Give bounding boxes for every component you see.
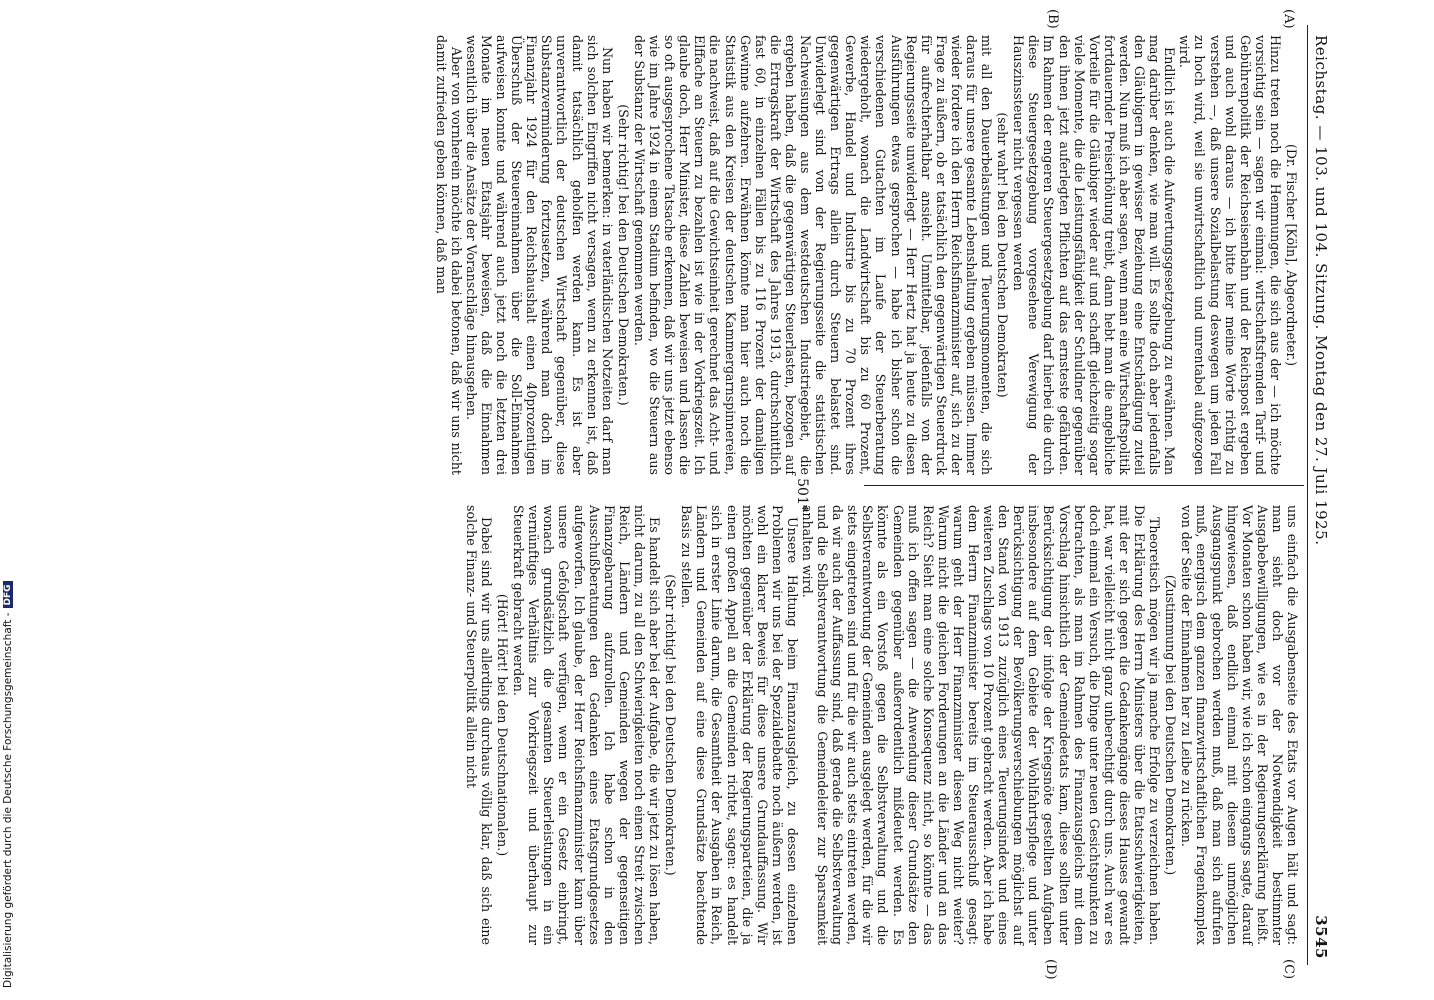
paragraph: Unsere Haltung beim Finanzausgleich, zu dessen einzelnen Problemen wir uns bei der Spezialdebatte noch äußern werden, ist wohl ein klarer Beweis für diese unsere Grundauffassung. Wir möchten gegenüber der Erklärung der Regierungsparteien, die ja einen großen Appell an die Gemeinden richtet, sagen: es handelt sich in erster Linie darum, die Gesamtheit der Ausgaben in Reich, Ländern und Gemeinden auf eine diese Grundsätze beachtende Basis zu stellen.	[679, 505, 800, 945]
header-title: Reichstag. — 103. und 104. Sitzung. Montag den 27. Juli 1925.	[1312, 35, 1330, 546]
credit-text: Digitalisierung gefördert durch die Deutsche Forschungsgemeinschaft -	[2, 612, 14, 988]
margin-letter-a: (A)	[1281, 9, 1296, 29]
document-page	[115, 9, 1330, 980]
page-header	[1307, 25, 1330, 965]
page-number: 3545	[1312, 915, 1330, 959]
interjection: (Zustimmung bei den Deutschen Demokraten.)	[1163, 574, 1179, 876]
margin-letter-c: (C)	[1281, 959, 1296, 980]
margin-letter-d: (D)	[1043, 959, 1058, 980]
paragraph: uns einfach die Ausgabenseite des Etats vor Augen hält und sagt: man sieht doch vor der Notwendigkeit bestimmter Ausgabebewilligungen, wie es in der Regierungserklärung heißt. Vor Monaten schon haben wir, wie ich schon eingangs sagte, darauf hingewiesen, daß endlich einmal mit diesem unmöglichen Ausgangspunkt gebrochen werden muß, daß man sich aufrufen muß, energisch dem ganzen finanzwirtschaftlichen Fragenkomplex von der Seite der Einnahmen her zu Leibe zu rücken.	[1179, 505, 1300, 945]
paragraph: Dabei sind wir uns allerdings durchaus völlig klar, daß sich eine solche Finanz- und Steuerpolitik allein nicht	[463, 505, 495, 945]
paragraph: Es handelt sich aber bei der Aufgabe, die wir jetzt zu lösen haben, nicht darum, zu all den Schwierigkeiten noch einen Streit zwischen Reich, Ländern und Gemeinden wegen der gegenseitigen Finanzgebarung aufzurollen. Ich habe schon in den Ausschußberatungen den Gedanken eines Etatsgrundgesetzes aufgeworfen. Ich glaube, der Herr Reichsfinanzminister kann über unsere Gefolgschaft verfügen, wenn er ein Gesetz einbringt, wonach grundsätzlich die gesamten Steuerleistungen in ein vernünftiges Verhältnis zur Vorkriegszeit und überhaupt zur Steuerkraft gebracht werden.	[511, 505, 663, 945]
dfg-logo: DFG	[3, 581, 13, 608]
paragraph: Nun haben wir bemerken: in vaterländischen Notzeiten darf man sich solchen Eingriffen nicht versagen, wenn zu erkennen ist, daß damit tatsächlich geholfen werden kann. Es ist aber unverantwortlich der deutschen Wirtschaft gegenüber, diese Substanzverminderung fortzusetzen, während man doch im Finanzjahr 1924 für den Reichshaushalt einen 40prozentigen Überschuß der Steuereinnahmen über die Soll-Einnahmen aufweisen konnte und während auch jetzt noch die letzten drei Monate im neuen Etatsjahr beweisen, daß die Einnahmen wesentlich über die Ansätze der Voranschläge hinausgehen.	[463, 35, 615, 475]
column-left	[434, 35, 1300, 475]
paragraph: Aber von vornherein möchte ich dabei betonen, daß wir uns nicht damit zufrieden geben können, daß man	[433, 35, 464, 475]
interjection: (Sehr richtig! bei den Deutschen Demokraten.)	[615, 104, 631, 406]
margin-letter-b: (B)	[1045, 9, 1060, 29]
speaker-line: (Dr. Fischer [Köln], Abgeordneter.)	[1284, 143, 1299, 367]
page-footer: 501*	[794, 478, 810, 512]
column-right	[464, 505, 1300, 945]
paragraph: Hinzu treten noch die Hemmungen, die sich aus der — ich möchte vorsichtig sein — sagen wir einmal: wirtschaftsfremden Tarif- und Gebührenpolitik der Reichseisenbahn und der Reichspost ergeben und auch wohl daraus — ich bitte hier meine Worte richtig zu verstehen —, daß unsere Sozialbelastung deswegen um jeden Fall zu hoch wird, weil sie unwirtschaftlich und unrentabel aufgezogen wird.	[1177, 35, 1283, 475]
column-divider	[864, 485, 1304, 486]
interjection: (Hört! Hört! bei den Deutschnationalen.)	[495, 593, 511, 857]
paragraph: Endlich ist auch die Aufwertungsgesetzgebung zu erwähnen. Man mag darüber denken, wie man will. Es sollte doch aber jedenfalls den Gläubigern in gewisser Beziehung eine Entschädigung zuteil werden. Nun muß ich aber sagen, wenn man eine Wirtschaftspolitik fortdauernder Preiserhöhung treibt, dann hebt man die angebliche Vorteile für die Gläubiger wieder auf und schafft gleichzeitig sogar viele Momente, die die Leistungsfähigkeit der Schuldner gegenüber den ihnen jetzt auferlegten Pflichten auf das ernsteste gefährden. Im Rahmen der engeren Steuergesetzgebung darf hierbei die durch diese Steuergesetzgebung vorgesehene Verewigung der Hauszinssteuer nicht vergessen werden	[1011, 35, 1178, 475]
digitization-credit	[0, 0, 16, 1000]
interjection: (sehr wahr! bei den Deutschen Demokraten)	[995, 112, 1011, 398]
paragraph: Theoretisch mögen wir ja manche Erfolge zu verzeichnen haben. Die Erklärung des Herrn Ministers über die Etatsschwierigkeiten, mit der er sich gegen die Gedankengänge dieses Hauses gewandt hat, war vielleicht nicht ganz unberechtigt durch uns. Auch war es doch einmal ein Versuch, die Dinge unter neuen Gesichtspunkten zu betrachten, als man im Rahmen des Finanzausgleichs mit dem Vorschlag hinsichtlich der Gemeindeetats kam, diese sollten unter Berücksichtigung der infolge der Kriegsnöte gestellten Aufgaben insbesondere auf dem Gebiete der Wohlfahrtspflege und unter Berücksichtigung der Bevölkerungsverschiebungen möglichst auf den Stand von 1913 zuzüglich eines Teuerungsindex und eines weiteren Zuschlags von 10 Prozent gebracht werden. Aber ich habe dem Herrn Finanzminister bereits im Steuerausschuß gesagt: warum geht der Herr Finanzminister diesen Weg nicht weiter? Warum nicht die gleichen Forderungen an die Länder und an das Reich? Sieht man eine solche Konsequenz nicht, so könnte — das muß ich offen sagen — die Anwendung dieser Grundsätze den Gemeinden gegenüber außerordentlich mißdeutet werden. Es könnte als ein Vorstoß gegen die Selbstverwaltung und die Selbstverantwortung der Gemeinden ausgelegt werden, für die wir stets eingetreten sind und für die wir auch stets eintreten werden, da wir auch der Auffassung sind, daß gerade die Selbstverwaltung und die Selbstverantwortung die Gemeindeleiter zur Sparsamkeit anhalten wird.	[800, 505, 1163, 945]
interjection: (Sehr richtig! bei den Deutschen Demokraten.)	[663, 574, 679, 876]
paragraph: mit all den Dauerbelastungen und Teuerungsmomenten, die sich daraus für unsere gesamte Lebenshaltung ergeben müssen. Immer wieder fordere ich den Herrn Reichsfinanzminister auf, sich zu der Frage zu äußern, ob er tatsächlich den gegenwärtigen Steuerdruck für aufrechterhaltbar ansieht. Unmittelbar, jedenfalls von der Regierungsseite unwiderlegt — Herr Hertz hat ja heute zu diesen Ausführungen etwas gesprochen — habe ich bisher schon die verschiedenen Gutachten im Laufe der Steuerberatung wiedergeholt, wonach die Landwirtschaft bis zu 60 Prozent, Gewerbe, Handel und Industrie bis zu 70 Prozent ihres gegenwärtigen Ertrags allein durch Steuern belastet sind. Unwiderlegt sind von der Regierungsseite die statistischen Nachweisungen aus dem westdeutschen Industriegebiet, die ergeben haben, daß die gegenwärtigen Steuerlasten, bezogen auf die Ertragskraft der Wirtschaft des Jahres 1913, durchschnittlich fast 60, in einzelnen Fällen bis zu 116 Prozent der damaligen Gewinne aufzehren. Erwähnen könnte man hier auch noch die Statistik aus den Kreisen der deutschen Kammergarnspinnereien, die nachweist, daß auf die Gewichtseinheit gerechnet das Acht- und Elffache an Steuern zu bezahlen ist wie in der Vorkriegszeit. Ich glaube doch, Herr Minister, diese Zahlen beweisen und lassen die so oft ausgesprochene Tatsache erkennen, daß wir uns jetzt ebenso wie im Jahre 1924 in einem Stadium befinden, wo die Steuern aus der Substanz der Wirtschaft genommen werden.	[631, 35, 995, 475]
